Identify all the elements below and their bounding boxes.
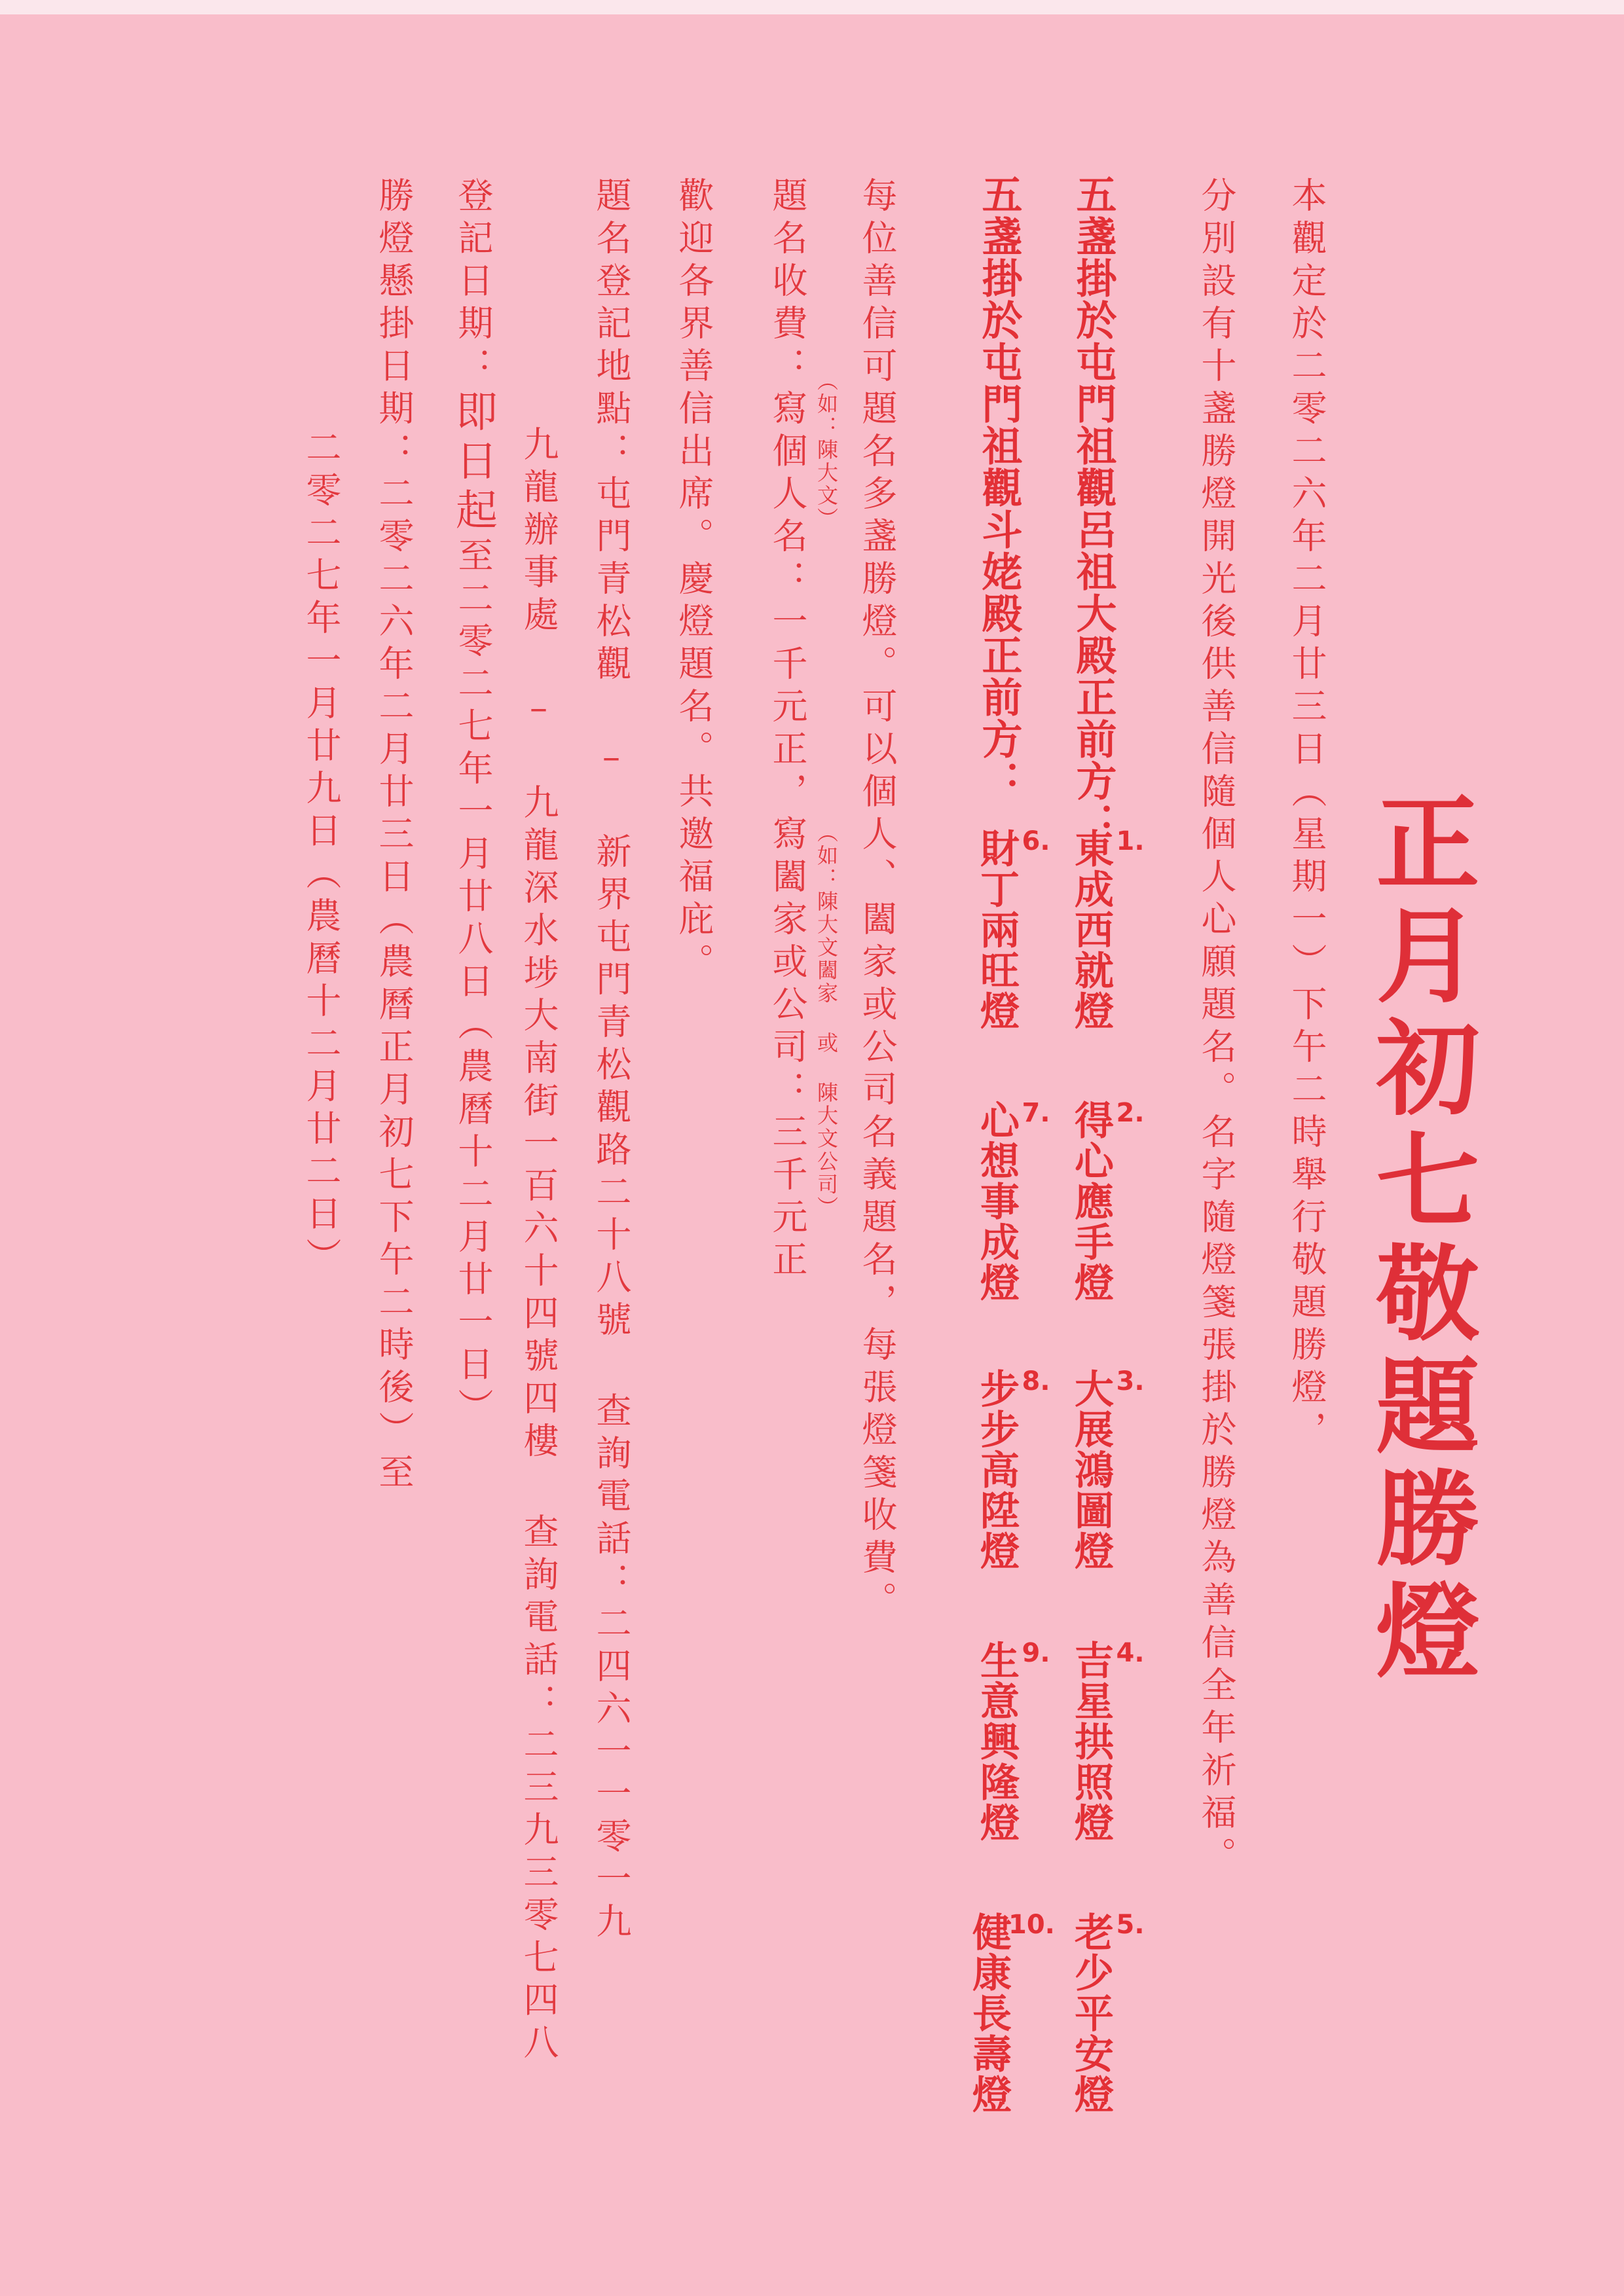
lamp-number: 7. [1022, 1098, 1050, 1128]
registration-label: 登記日期： [452, 177, 494, 390]
hall2-heading: 五盞掛於屯門祖觀斗姥殿正前方： [975, 173, 1023, 802]
lamp-number: 4. [1116, 1638, 1145, 1668]
lamp-name: 步步高陞燈 [974, 1368, 1020, 1571]
lamp-number: 9. [1022, 1638, 1050, 1668]
naming-note-family: （如：陳大文闔家 或 陳大文公司） [814, 822, 839, 1219]
fee-line: 題名收費：寫個人名：一千元正，寫闔家或公司：三千元正 [767, 177, 808, 1283]
page-title: 正月初七敬題勝燈 [1359, 789, 1480, 1690]
lamp-item-8 [974, 1366, 1056, 1571]
lamp-item-4 [1068, 1638, 1150, 1843]
lamp-item-6 [974, 826, 1056, 1031]
lamp-item-3 [1068, 1366, 1150, 1571]
lamp-item-5 [1068, 1910, 1150, 2115]
lamp-name: 心想事成燈 [974, 1100, 1020, 1303]
intro-line-1: 本觀定於二零二六年二月廿三日（星期一）下午二時舉行敬題勝燈， [1286, 177, 1327, 1453]
lamp-item-10 [966, 1910, 1055, 2115]
intro-line-2: 分別設有十盞勝燈開光後供善信隨個人心願題名。名字隨燈箋張掛於勝燈為善信全年祈福。 [1196, 177, 1237, 1879]
lamp-number: 8. [1022, 1366, 1050, 1396]
lamp-number: 10. [1008, 1910, 1055, 1940]
registration-start: 即日起 [449, 390, 497, 537]
registration-rest: 至二零二七年一月廿八日（農曆十二月廿一日） [452, 537, 494, 1430]
lamp-name: 吉星拱照燈 [1068, 1640, 1114, 1843]
lamp-name: 東成西就燈 [1068, 828, 1114, 1031]
hall1-heading: 五盞掛於屯門祖觀呂祖大殿正前方： [1069, 173, 1117, 844]
naming-line: 每位善信可題名多盞勝燈。可以個人、闔家或公司名義題名，每張燈箋收費。 [857, 177, 898, 1624]
lamp-item-9 [974, 1638, 1056, 1843]
lamp-number: 3. [1116, 1366, 1145, 1396]
hanging-line-2: 二零二七年一月廿九日（農曆十二月廿二日） [301, 429, 342, 1280]
registration-line [449, 177, 497, 1430]
hanging-line-1: 勝燈懸掛日期：二零二六年二月廿三日（農曆正月初七下午二時後）至 [373, 177, 415, 1496]
welcome-line: 歡迎各界善信出席。慶燈題名。共邀福庇。 [673, 177, 714, 985]
lamp-number: 2. [1116, 1098, 1145, 1128]
lamp-name: 老少平安燈 [1068, 1912, 1114, 2115]
lamp-number: 6. [1022, 826, 1050, 856]
lamp-name: 得心應手燈 [1068, 1100, 1114, 1303]
lamp-item-2 [1068, 1098, 1150, 1303]
naming-note-personal: （如：陳大文） [814, 370, 839, 530]
lamp-name: 大展鴻圖燈 [1068, 1368, 1114, 1571]
location-line-1: 題名登記地點：屯門青松觀 – 新界屯門青松觀路二十八號 查詢電話：二四六一一零一九 [591, 177, 632, 1945]
lamp-item-1 [1068, 826, 1150, 1031]
lamp-name: 財丁兩旺燈 [974, 828, 1020, 1031]
lamp-name: 健康長壽燈 [966, 1912, 1012, 2115]
lamp-item-7 [974, 1098, 1056, 1303]
location-line-2: 九龍辦事處 – 九龍深水埗大南街一百六十四號四樓 查詢電話：二三九三零七四八 [518, 426, 559, 2066]
lamp-number: 5. [1116, 1910, 1145, 1940]
lamp-name: 生意興隆燈 [974, 1640, 1020, 1843]
lamp-number: 1. [1116, 826, 1145, 856]
